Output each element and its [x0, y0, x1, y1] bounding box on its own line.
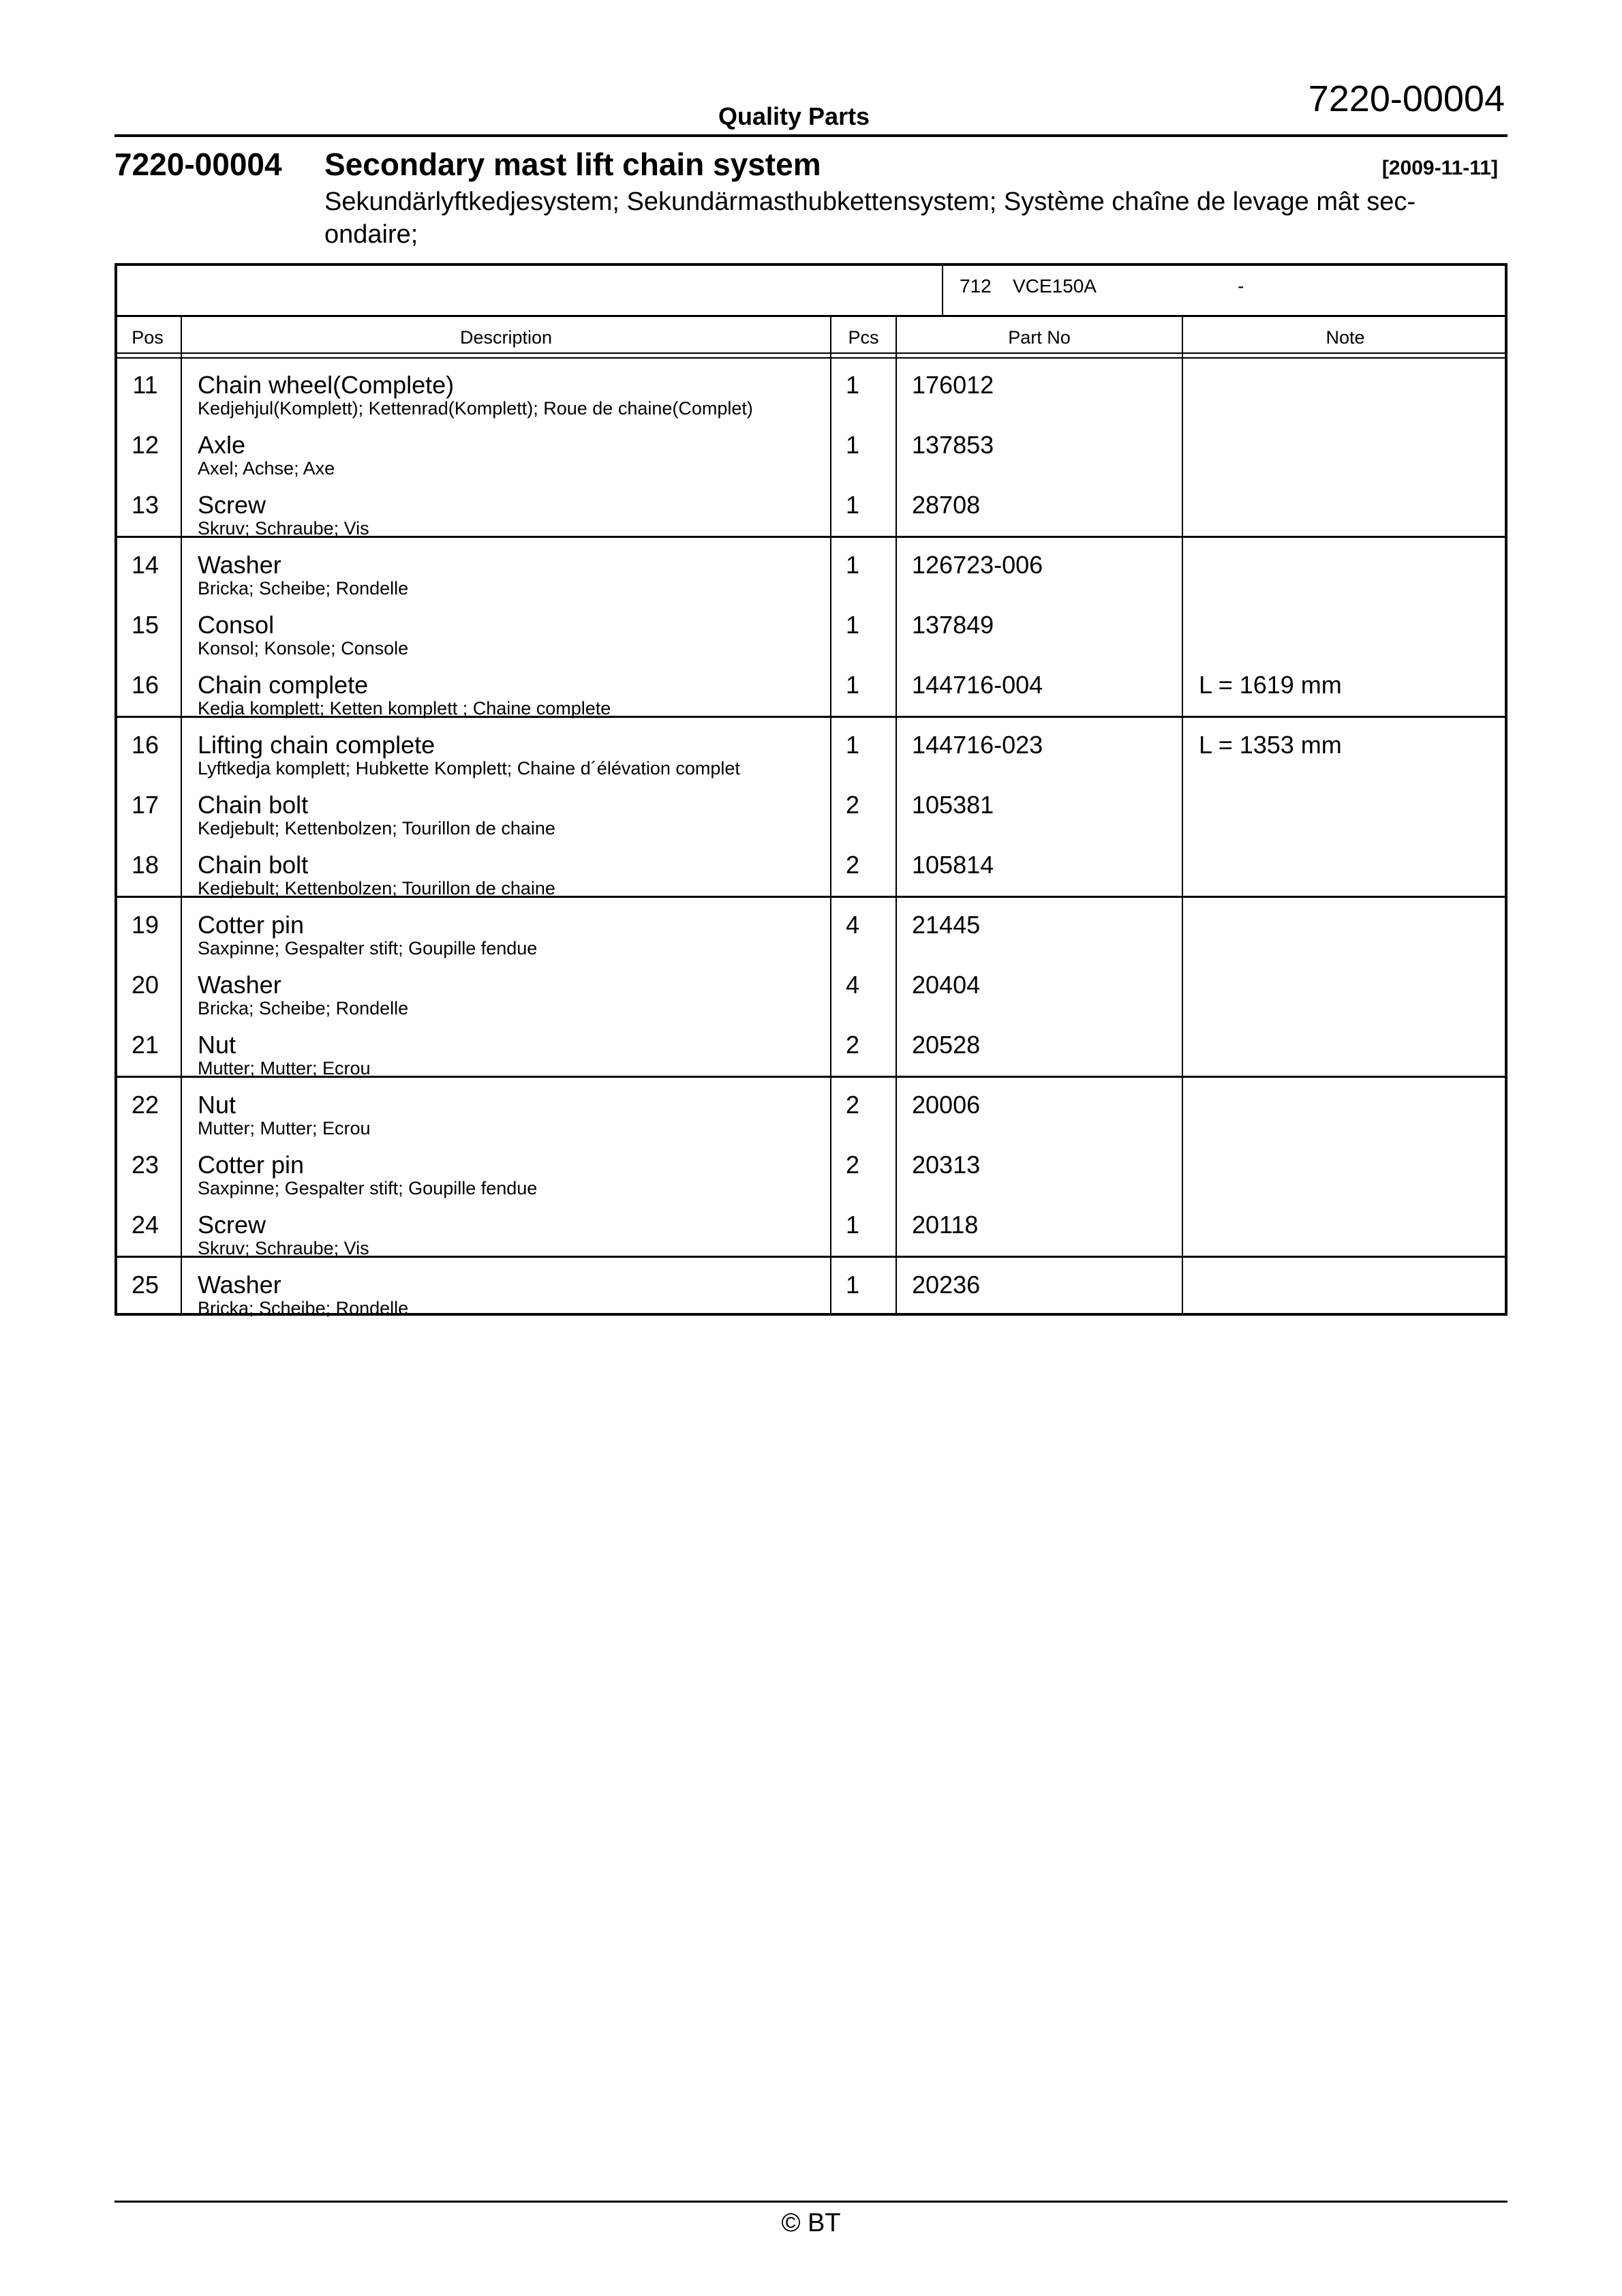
row-pcs: 2 — [846, 1151, 860, 1179]
row-note: L = 1353 mm — [1199, 731, 1342, 759]
table-row — [114, 659, 1508, 719]
row-description: Nut — [198, 1091, 236, 1119]
row-pcs: 1 — [846, 611, 860, 639]
row-pcs: 2 — [846, 1031, 860, 1059]
row-translations: Bricka; Scheibe; Rondelle — [198, 578, 409, 599]
row-pcs: 1 — [846, 671, 860, 699]
row-pos: 15 — [131, 611, 159, 639]
footer-divider — [114, 2201, 1508, 2203]
row-part-number: 20313 — [912, 1151, 981, 1179]
row-translations: Skruv; Schraube; Vis — [198, 1238, 369, 1258]
row-pcs: 4 — [846, 911, 860, 939]
table-row — [114, 779, 1508, 839]
row-pcs: 2 — [846, 851, 860, 879]
table-row — [114, 1138, 1508, 1198]
row-pos: 16 — [131, 671, 159, 699]
row-pos: 19 — [131, 911, 159, 939]
table-row — [114, 599, 1508, 659]
column-header-description: Description — [459, 327, 553, 348]
header-row-divider — [114, 352, 1508, 354]
row-description: Chain bolt — [198, 791, 309, 819]
row-pcs: 4 — [846, 971, 860, 999]
row-description: Axle — [198, 431, 246, 459]
row-pcs: 1 — [846, 491, 860, 519]
row-description: Washer — [198, 551, 281, 579]
row-part-number: 20118 — [912, 1211, 979, 1239]
row-part-number: 137853 — [912, 431, 994, 459]
row-part-number: 21445 — [912, 911, 981, 939]
row-part-number: 20006 — [912, 1091, 981, 1119]
table-row — [114, 1258, 1508, 1318]
row-translations: Bricka; Scheibe; Rondelle — [198, 1298, 409, 1318]
row-description: Screw — [198, 491, 266, 519]
row-translations: Lyftkedja komplett; Hubkette Komplett; Chaine d´élévation complet — [198, 758, 740, 779]
row-part-number: 137849 — [912, 611, 994, 639]
column-header-pos: Pos — [132, 327, 164, 348]
row-translations: Konsol; Konsole; Console — [198, 638, 409, 659]
table-row — [114, 958, 1508, 1018]
row-translations: Kedjebult; Kettenbolzen; Tourillon de chaine — [198, 878, 555, 898]
row-pcs: 1 — [846, 551, 860, 579]
row-description: Chain complete — [198, 671, 369, 699]
row-translations: Saxpinne; Gespalter stift; Goupille fendue — [198, 1178, 538, 1198]
row-pos: 22 — [131, 1091, 159, 1119]
row-description: Washer — [198, 971, 281, 999]
row-pcs: 1 — [846, 371, 860, 399]
row-pos: 13 — [131, 491, 159, 519]
row-translations: Skruv; Schraube; Vis — [198, 518, 369, 539]
row-pcs: 1 — [846, 1271, 860, 1299]
row-pos: 24 — [131, 1211, 159, 1239]
row-description: Chain wheel(Complete) — [198, 371, 455, 399]
section-code: 7220-00004 — [114, 147, 282, 182]
row-description: Cotter pin — [198, 1151, 305, 1179]
header-divider — [114, 134, 1508, 137]
row-pos: 17 — [131, 791, 159, 819]
row-pos: 16 — [131, 731, 159, 759]
row-description: Screw — [198, 1211, 266, 1239]
row-description: Chain bolt — [198, 851, 309, 879]
table-row — [114, 539, 1508, 599]
section-date: [2009-11-11] — [1381, 157, 1498, 179]
column-header-part-no: Part No — [1008, 327, 1071, 348]
row-translations: Kedja komplett; Ketten komplett ; Chaine complete — [198, 698, 611, 719]
table-row — [114, 1078, 1508, 1138]
table-row — [114, 898, 1508, 958]
row-pos: 25 — [131, 1271, 159, 1299]
model-code: 712 — [960, 275, 992, 297]
row-part-number: 144716-004 — [912, 671, 1043, 699]
model-name: VCE150A — [1013, 275, 1097, 297]
document-number: 7220-00004 — [1308, 78, 1505, 119]
row-description: Cotter pin — [198, 911, 305, 939]
row-pcs: 1 — [846, 1211, 860, 1239]
row-part-number: 20404 — [912, 971, 981, 999]
row-description: Consol — [198, 611, 275, 639]
row-part-number: 20236 — [912, 1271, 981, 1299]
table-row — [114, 359, 1508, 419]
row-part-number: 105381 — [912, 791, 994, 819]
row-part-number: 144716-023 — [912, 731, 1043, 759]
row-translations: Bricka; Scheibe; Rondelle — [198, 998, 409, 1018]
table-row — [114, 719, 1508, 779]
table-row — [114, 1018, 1508, 1078]
row-translations: Axel; Achse; Axe — [198, 458, 335, 479]
header-title: Quality Parts — [718, 102, 870, 130]
row-part-number: 20528 — [912, 1031, 981, 1059]
row-note: L = 1619 mm — [1199, 671, 1342, 699]
row-pos: 20 — [131, 971, 159, 999]
row-pos: 23 — [131, 1151, 159, 1179]
row-translations: Mutter; Mutter; Ecrou — [198, 1118, 371, 1138]
row-pos: 11 — [132, 371, 158, 399]
column-header-note: Note — [1326, 327, 1365, 348]
section-subtitle-translations: Sekundärlyftkedjesystem; Sekundärmasthubkettensystem; Système chaîne de levage mât sec-ondaire; — [324, 187, 1416, 249]
row-translations: Kedjehjul(Komplett); Kettenrad(Komplett); Roue de chaine(Complet) — [198, 398, 753, 419]
footer-copyright: © BT — [781, 2209, 841, 2237]
row-translations: Kedjebult; Kettenbolzen; Tourillon de chaine — [198, 818, 555, 839]
row-pcs: 2 — [846, 1091, 860, 1119]
row-pcs: 1 — [846, 731, 860, 759]
column-header-pcs: Pcs — [848, 327, 879, 348]
row-pcs: 1 — [846, 431, 860, 459]
model-suffix: - — [1238, 275, 1244, 297]
row-part-number: 176012 — [912, 371, 994, 399]
model-info — [942, 263, 1508, 316]
row-part-number: 28708 — [912, 491, 981, 519]
row-translations: Mutter; Mutter; Ecrou — [198, 1058, 371, 1078]
row-part-number: 105814 — [912, 851, 994, 879]
table-row — [114, 419, 1508, 479]
model-divider — [114, 315, 1508, 317]
row-part-number: 126723-006 — [912, 551, 1043, 579]
row-pos: 14 — [131, 551, 159, 579]
row-pcs: 2 — [846, 791, 860, 819]
row-pos: 21 — [131, 1031, 159, 1059]
row-description: Nut — [198, 1031, 236, 1059]
row-description: Washer — [198, 1271, 281, 1299]
row-description: Lifting chain complete — [198, 731, 435, 759]
row-translations: Saxpinne; Gespalter stift; Goupille fendue — [198, 938, 538, 958]
row-pos: 12 — [131, 431, 159, 459]
table-row — [114, 839, 1508, 898]
section-title: Secondary mast lift chain system — [324, 147, 821, 182]
table-row — [114, 1198, 1508, 1258]
table-row — [114, 479, 1508, 539]
row-pos: 18 — [131, 851, 159, 879]
